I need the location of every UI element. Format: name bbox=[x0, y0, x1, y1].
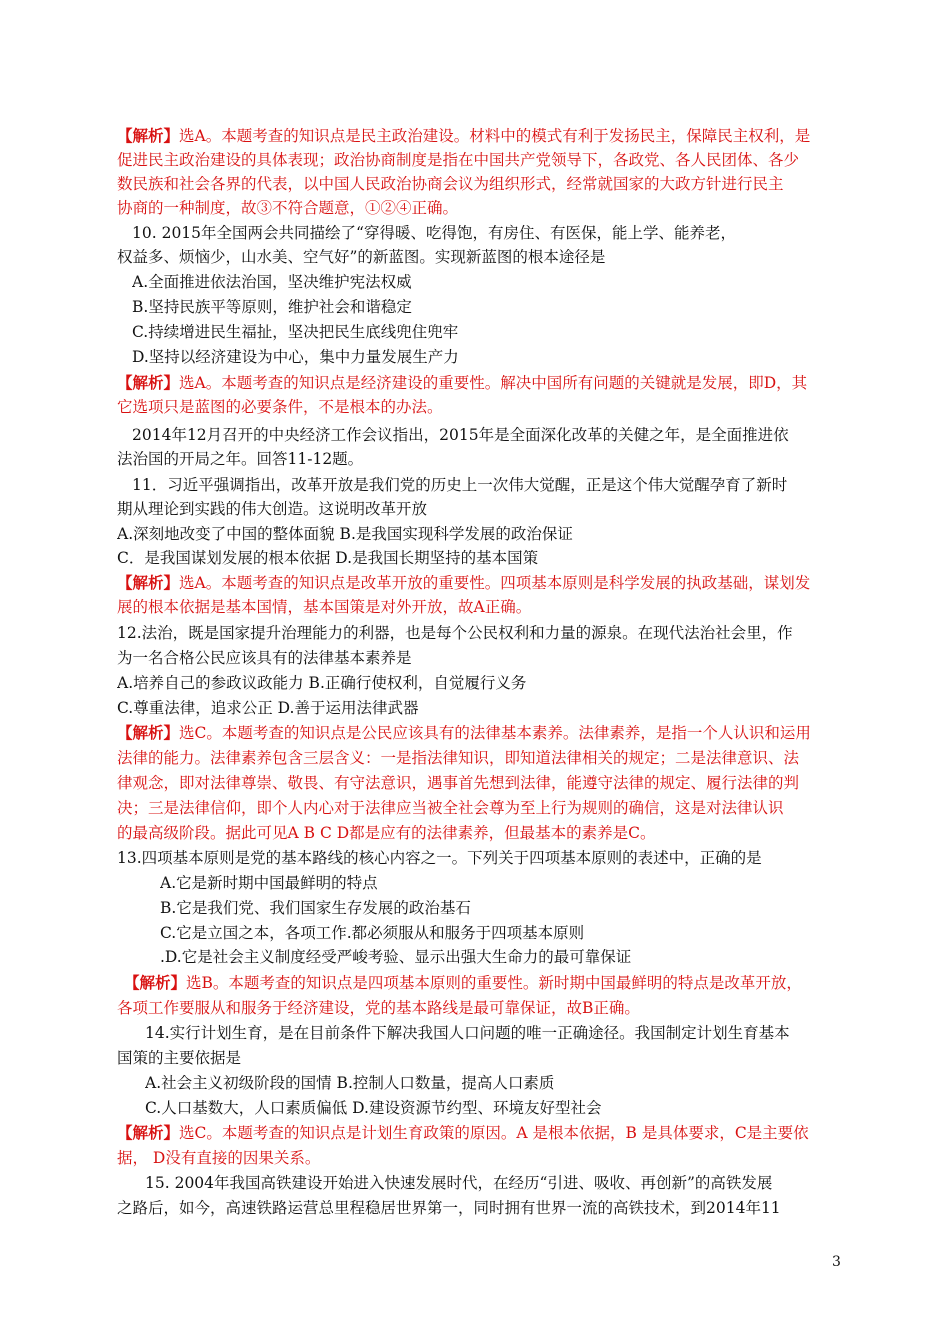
option: A.全面推进依法治国，坚决维护宪法权威 bbox=[132, 273, 412, 291]
question-stem: 11．习近平强调指出，改革开放是我们党的历史上一次伟大觉醒，正是这个伟大觉醒孕育了新时 bbox=[132, 476, 788, 494]
intro-text: 法治国的开局之年。回答11-12题。 bbox=[117, 450, 364, 468]
option: A.培养自己的参政议政能力 B.正确行使权利，自觉履行义务 bbox=[117, 674, 527, 692]
analysis-tag: 【解析】 bbox=[117, 126, 180, 145]
question-stem: 10. 2015年全国两会共同描绘了“穿得暖、吃得饱，有房住、有医保，能上学、能养老， bbox=[132, 224, 736, 242]
question-stem: 15. 2004年我国高铁建设开始进入快速发展时代，在经历“引进、吸收、再创新”的高铁发展 bbox=[145, 1174, 773, 1192]
analysis-line: 展的根本依据是基本国情，基本国策是对外开放，故A正确。 bbox=[117, 598, 532, 616]
question-stem: 之路后，如今，高速铁路运营总里程稳居世界第一，同时拥有世界一流的高铁技术，到2014年11 bbox=[117, 1199, 781, 1217]
analysis-tag: 【解析】 bbox=[117, 573, 180, 592]
analysis-line: 它选项只是蓝图的必要条件，不是根本的办法。 bbox=[117, 398, 443, 416]
question-stem: 权益多、烦恼少，山水美、空气好”的新蓝图。实现新蓝图的根本途径是 bbox=[117, 248, 606, 266]
analysis-line: 【解析】选B。本题考查的知识点是四项基本原则的重要性。新时期中国最鲜明的特点是改革开放， bbox=[124, 973, 802, 992]
analysis-line: 各项工作要服从和服务于经济建设，党的基本路线是最可靠保证，故B正确。 bbox=[117, 999, 640, 1017]
question-stem: 13.四项基本原则是党的基本路线的核心内容之一。下列关于四项基本原则的表述中，正确的是 bbox=[117, 849, 762, 867]
option: C.持续增进民生福扯，坚决把民生底线兜住兜牢 bbox=[132, 323, 459, 341]
question-stem: 期从理论到实践的伟大创造。这说明改革开放 bbox=[117, 500, 428, 518]
analysis-tag: 【解析】 bbox=[117, 723, 180, 742]
analysis-line: 【解析】选A。本题考查的知识点是民主政治建设。材料中的模式有利于发扬民主，保障民主权利，是 bbox=[117, 126, 811, 145]
option: A.社会主义初级阶段的国情 B.控制人口数量，提高人口素质 bbox=[145, 1074, 555, 1092]
page-number: 3 bbox=[832, 1254, 841, 1270]
question-stem: 为一名合格公民应该具有的法律基本素养是 bbox=[117, 649, 412, 667]
option: C.人口基数大，人口素质偏低 D.建设资源节约型、环境友好型社会 bbox=[145, 1099, 602, 1117]
analysis-line: 决；三是法律信仰，即个人内心对于法律应当被全社会尊为至上行为规则的确信，这是对法律认识 bbox=[117, 799, 784, 817]
option: C．是我国谋划发展的根本依据 D.是我国长期坚持的基本国策 bbox=[117, 549, 539, 567]
option: C.它是立国之本，各项工作.都必须服从和服务于四项基本原则 bbox=[160, 924, 585, 942]
option: A.深刻地改变了中国的整体面貌 B.是我国实现科学发展的政治保证 bbox=[117, 525, 573, 543]
question-stem: 12.法治，既是国家提升治理能力的利器，也是每个公民权利和力量的源泉。在现代法治社会里，作 bbox=[117, 624, 793, 642]
analysis-line: 【解析】选A。本题考查的知识点是经济建设的重要性。解决中国所有问题的关键就是发展，即D，其 bbox=[117, 373, 808, 392]
analysis-tag: 【解析】 bbox=[117, 1123, 180, 1142]
analysis-line: 协商的一种制度，故③不符合题意，①②④正确。 bbox=[117, 199, 459, 217]
analysis-tag: 【解析】 bbox=[124, 973, 187, 992]
intro-text: 2014年12月召开的中央经济工作会议指出，2015年是全面深化改革的关健之年，是全面推进依 bbox=[132, 426, 789, 444]
analysis-line: 【解析】选C。本题考查的知识点是计划生育政策的原因。A 是根本依据，B 是具体要求，C是主要依 bbox=[117, 1123, 809, 1142]
analysis-line: 数民族和社会各界的代表，以中国人民政治协商会议为组织形式，经常就国家的大政方针进行民主 bbox=[117, 175, 784, 193]
option: B.它是我们党、我们国家生存发展的政治基石 bbox=[160, 899, 471, 917]
question-stem: 国策的主要依据是 bbox=[117, 1049, 242, 1067]
option: .D.它是社会主义制度经受严峻考验、显示出强大生命力的最可靠保证 bbox=[160, 948, 632, 966]
analysis-line: 据， D没有直接的因果关系。 bbox=[117, 1149, 321, 1167]
analysis-line: 的最高级阶段。据此可见A B C D都是应有的法律素养，但最基本的素养是C。 bbox=[117, 824, 656, 842]
analysis-line: 促进民主政治建设的具体表现；政治协商制度是指在中国共产党领导下，各政党、各人民团体、各少 bbox=[117, 151, 800, 169]
analysis-line: 法律的能力。法律素养包含三层含义：一是指法律知识，即知道法律相关的规定；二是法律意识、法 bbox=[117, 749, 800, 767]
question-stem: 14.实行计划生育，是在目前条件下解决我国人口问题的唯一正确途径。我国制定计划生育基本 bbox=[145, 1024, 790, 1042]
option: A.它是新时期中国最鲜明的特点 bbox=[160, 874, 378, 892]
option: B.坚持民族平等原则，维护社会和谐稳定 bbox=[132, 298, 412, 316]
option: D.坚持以经济建设为中心，集中力量发展生产力 bbox=[132, 348, 459, 366]
analysis-line: 律观念，即对法律尊崇、敬畏、有守法意识，遇事首先想到法律，能遵守法律的规定、履行法律的判 bbox=[117, 774, 800, 792]
analysis-line: 【解析】选A。本题考查的知识点是改革开放的重要性。四项基本原则是科学发展的执政基础，谋划发 bbox=[117, 573, 811, 592]
analysis-line: 【解析】选C。本题考查的知识点是公民应该具有的法律基本素养。法律素养，是指一个人认识和运用 bbox=[117, 723, 811, 742]
option: C.尊重法律，追求公正 D.善于运用法律武器 bbox=[117, 699, 419, 717]
analysis-tag: 【解析】 bbox=[117, 373, 180, 392]
